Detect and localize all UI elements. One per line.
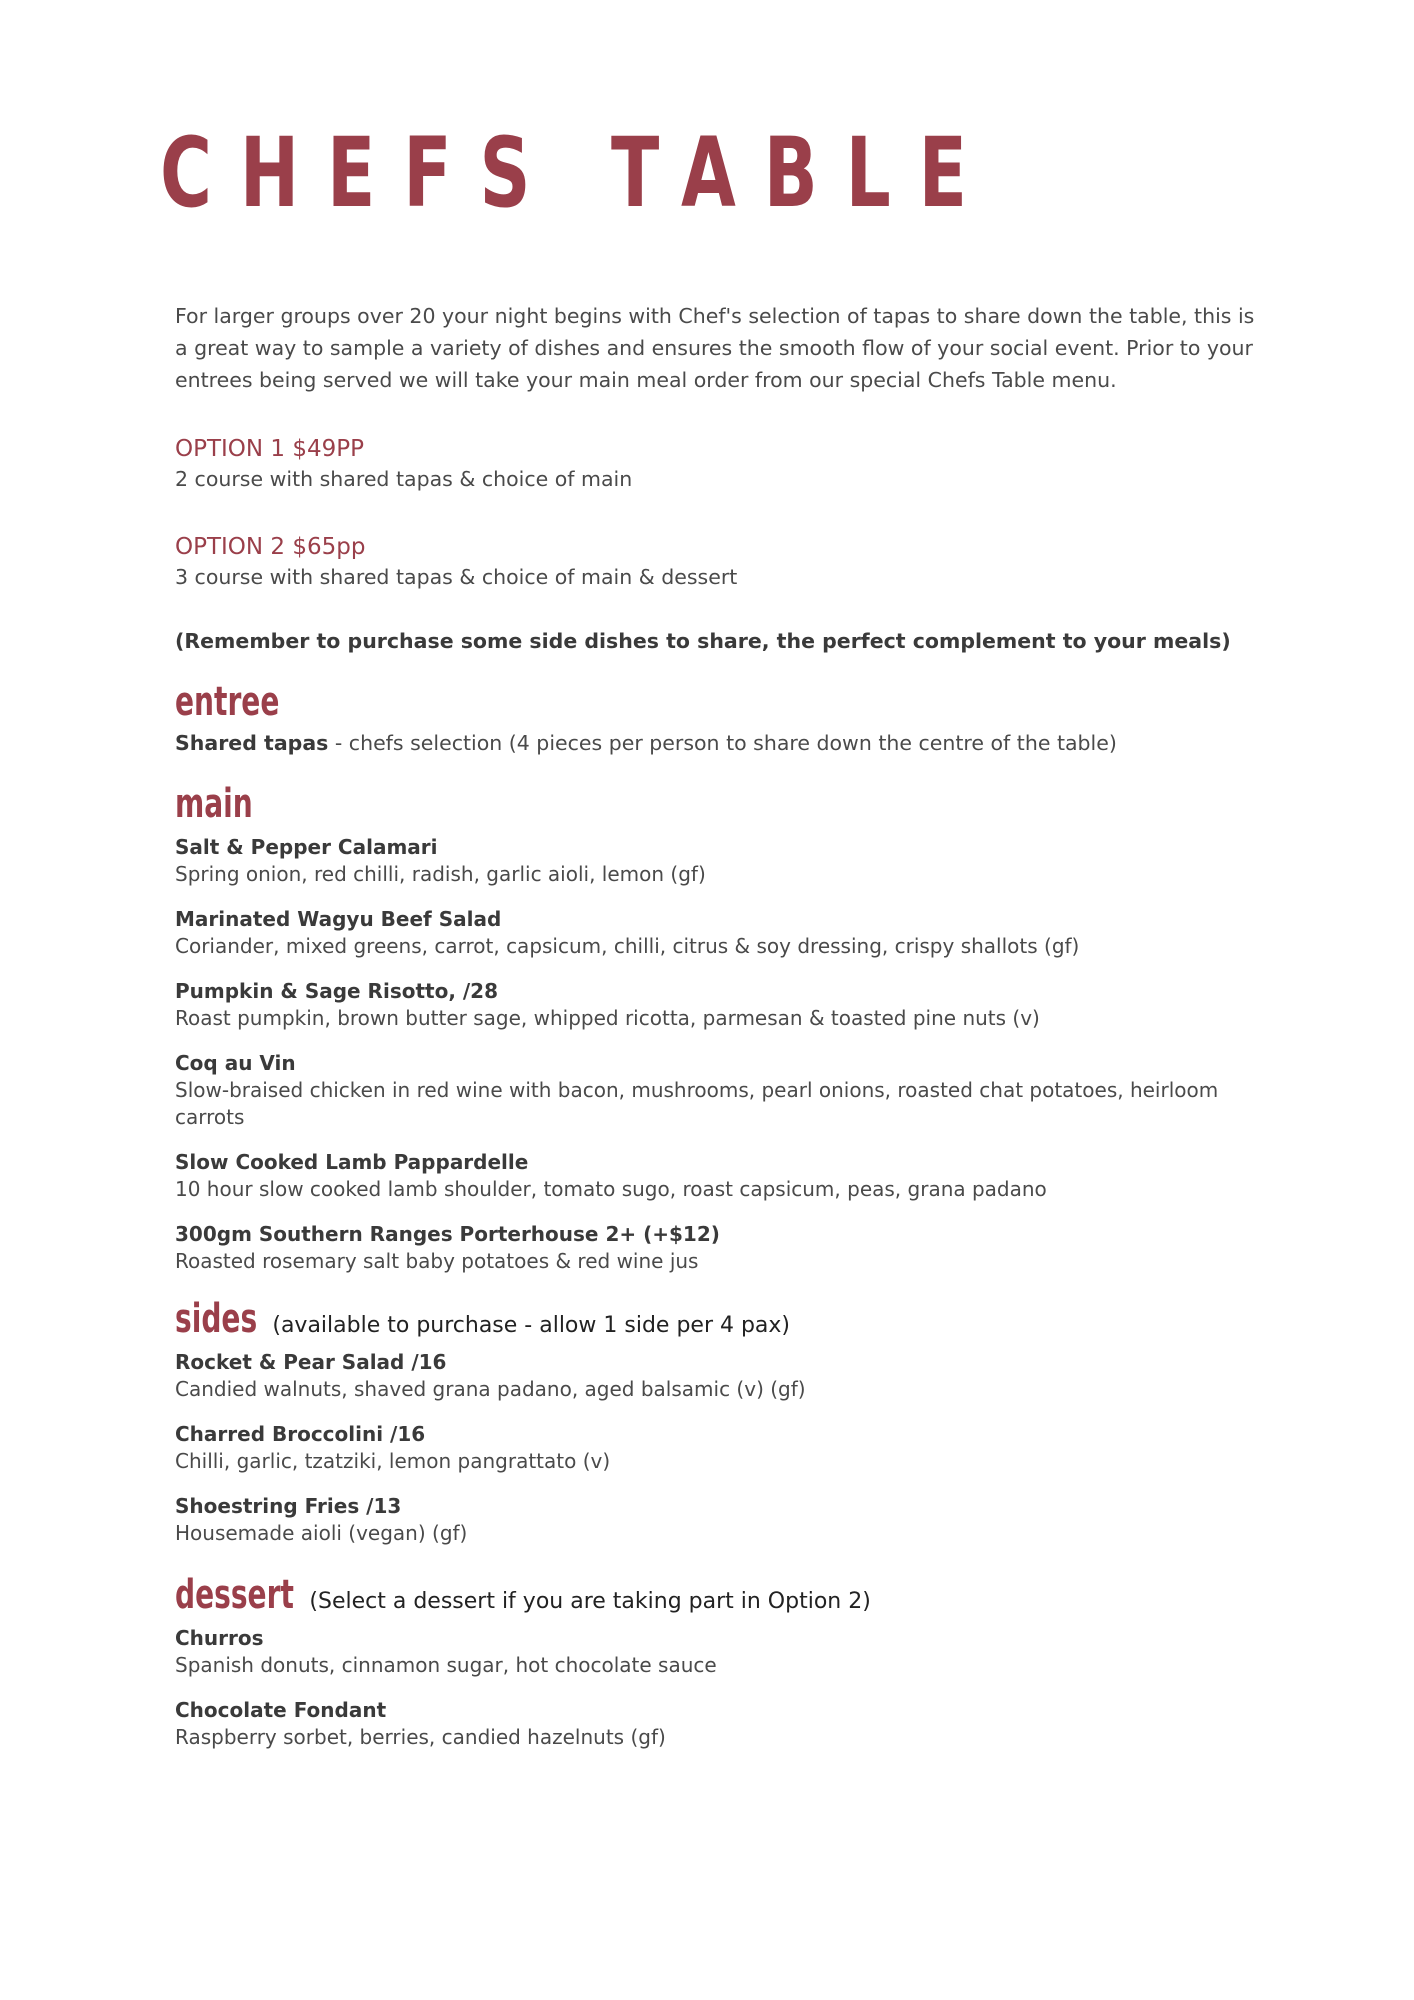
sides-section [175, 1295, 1255, 1547]
item-description: Slow-braised chicken in red wine with bacon, mushrooms, pearl onions, roasted chat potatoes, heirloom carrots [175, 1078, 1219, 1129]
option-description: 3 course with shared tapas & choice of main & dessert [175, 565, 738, 589]
item-name: Salt & Pepper Calamari [175, 835, 438, 859]
menu-item [175, 834, 1255, 888]
menu-item [175, 1149, 1255, 1203]
option-1 [175, 434, 1255, 494]
item-description: Roast pumpkin, brown butter sage, whipped ricotta, parmesan & toasted pine nuts (v) [175, 1006, 1040, 1030]
menu-item [175, 906, 1255, 960]
entree-item [175, 728, 1255, 758]
item-description: Roasted rosemary salt baby potatoes & red wine jus [175, 1249, 699, 1273]
item-name: Rocket & Pear Salad /16 [175, 1350, 447, 1374]
item-description: Raspberry sorbet, berries, candied hazelnuts (gf) [175, 1725, 666, 1749]
side-item [175, 1349, 1255, 1403]
item-name: Coq au Vin [175, 1051, 296, 1075]
main-section [175, 780, 1255, 1275]
option-heading: OPTION 1 $49PP [175, 436, 365, 462]
item-description: 10 hour slow cooked lamb shoulder, tomato sugo, roast capsicum, peas, grana padano [175, 1177, 1047, 1201]
item-name: Chocolate Fondant [175, 1698, 387, 1722]
dessert-section [175, 1571, 1255, 1751]
item-description: Housemade aioli (vegan) (gf) [175, 1521, 468, 1545]
item-name: Churros [175, 1626, 264, 1650]
item-description: Spanish donuts, cinnamon sugar, hot chocolate sauce [175, 1653, 717, 1677]
side-item [175, 1421, 1255, 1475]
section-title-entree: entree [175, 679, 280, 725]
section-title-sides: sides [175, 1296, 258, 1342]
item-name: Slow Cooked Lamb Pappardelle [175, 1150, 529, 1174]
section-title-dessert: dessert [175, 1572, 294, 1618]
item-description: Spring onion, red chilli, radish, garlic aioli, lemon (gf) [175, 862, 706, 886]
item-name: 300gm Southern Ranges Porterhouse 2+ (+$12) [175, 1222, 720, 1246]
item-name: Marinated Wagyu Beef Salad [175, 907, 502, 931]
item-name: Shared tapas [175, 731, 329, 755]
dessert-item [175, 1697, 1255, 1751]
menu-item [175, 1221, 1255, 1275]
page-title: CHEFS TABLE [160, 117, 995, 229]
side-item [175, 1493, 1255, 1547]
sides-note: (available to purchase - allow 1 side per 4 pax) [272, 1313, 791, 1338]
entree-section [175, 678, 1255, 758]
option-description: 2 course with shared tapas & choice of main [175, 467, 633, 491]
dessert-note: (Select a dessert if you are taking part in Option 2) [309, 1589, 871, 1614]
item-description: Candied walnuts, shaved grana padano, aged balsamic (v) (gf) [175, 1377, 806, 1401]
section-title-main: main [175, 781, 253, 827]
menu-item [175, 978, 1255, 1032]
item-name: Shoestring Fries /13 [175, 1494, 402, 1518]
item-description: - chefs selection (4 pieces per person to share down the centre of the table) [328, 731, 1117, 755]
menu-content [175, 300, 1255, 1751]
item-description: Chilli, garlic, tzatziki, lemon pangrattato (v) [175, 1449, 611, 1473]
option-2 [175, 532, 1255, 592]
intro-paragraph: For larger groups over 20 your night begins with Chef's selection of tapas to share down the table, this is a great way to sample a variety of dishes and ensures the smooth flow of your social event. Prior to your entrees being served we will take your main meal order from our special Chefs Table menu. [175, 304, 1255, 392]
dessert-item [175, 1625, 1255, 1679]
reminder-note: (Remember to purchase some side dishes to share, the perfect complement to your meals) [175, 629, 1231, 653]
option-heading: OPTION 2 $65pp [175, 534, 366, 560]
item-name: Pumpkin & Sage Risotto, /28 [175, 979, 499, 1003]
menu-item [175, 1050, 1255, 1131]
item-name: Charred Broccolini /16 [175, 1422, 426, 1446]
item-description: Coriander, mixed greens, carrot, capsicum, chilli, citrus & soy dressing, crispy shallots (gf) [175, 934, 1080, 958]
